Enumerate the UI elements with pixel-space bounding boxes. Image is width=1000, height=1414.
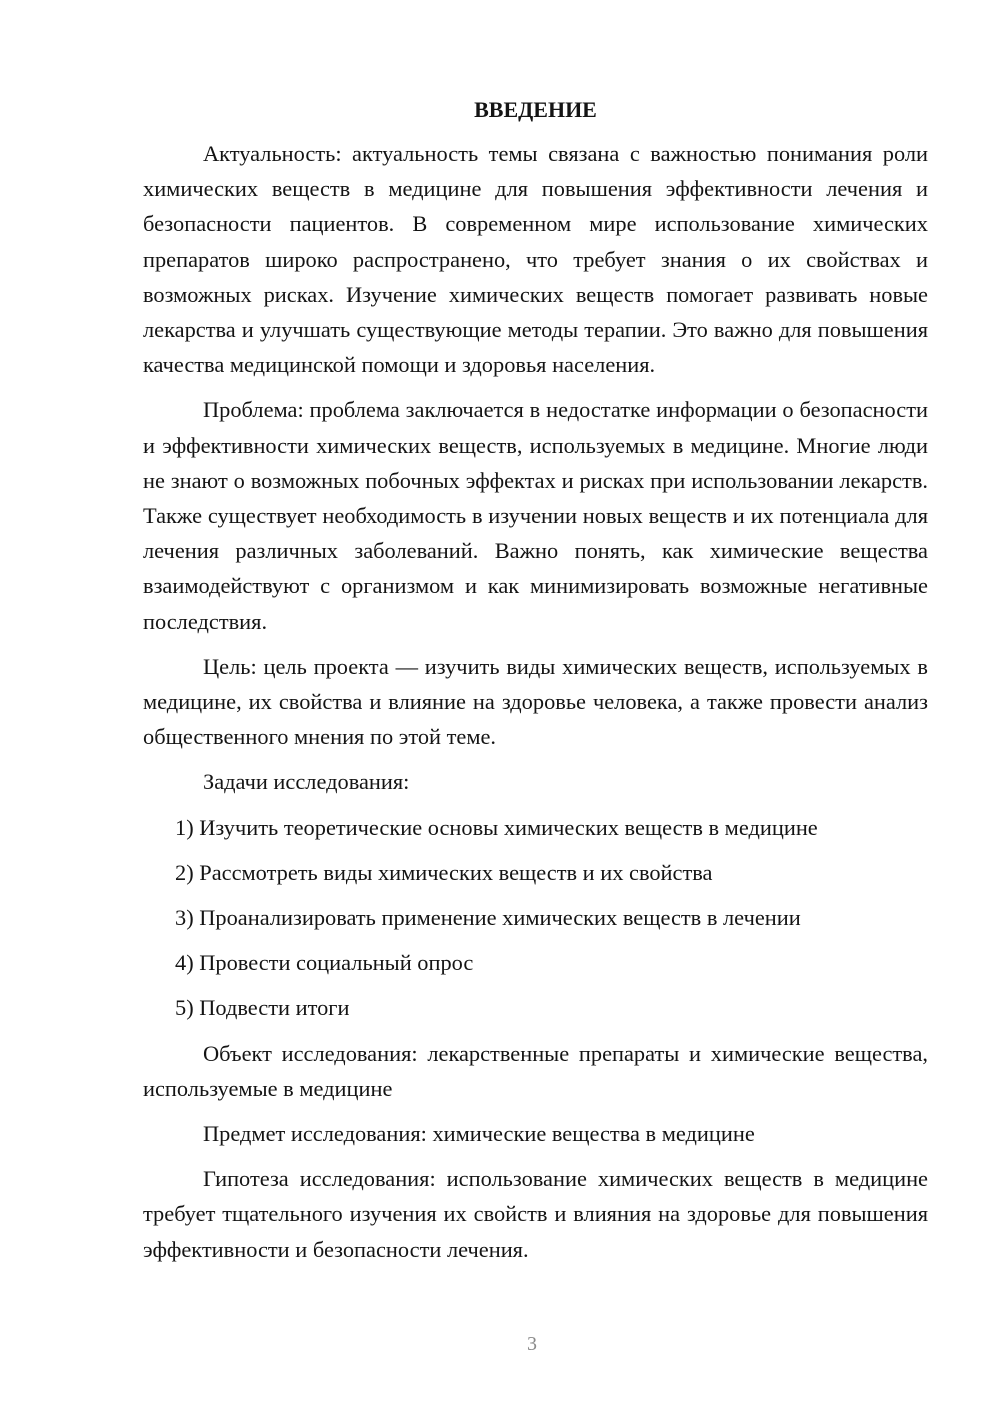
- task-item: 3) Проанализировать применение химических веществ в лечении: [175, 905, 801, 931]
- page-content: [143, 92, 928, 1277]
- tasks-list: [143, 810, 928, 1026]
- task-item: 1) Изучить теоретические основы химических веществ в медицине: [175, 814, 818, 840]
- object-paragraph: Объект исследования: лекарственные препараты и химические вещества, используемые в медицине: [143, 1040, 928, 1101]
- task-item: 2) Рассмотреть виды химических веществ и их свойства: [175, 859, 713, 885]
- page-number: 3: [527, 1333, 537, 1355]
- relevance-paragraph: Актуальность: актуальность темы связана с важностью понимания роли химических веществ в медицине для повышения эффективности лечения и безопасности пациентов. В современном мире использование химических препаратов широко распространено, что требует знания о их свойствах и возможных рисках. Изучение химических веществ помогает развивать новые лекарства и улучшать существующие методы терапии. Это важно для повышения качества медицинской помощи и здоровья населения.: [143, 141, 928, 378]
- task-item: 4) Провести социальный опрос: [175, 950, 474, 976]
- hypothesis-paragraph: Гипотеза исследования: использование химических веществ в медицине требует тщательного изучения их свойств и влияния на здоровье для повышения эффективности и безопасности лечения.: [143, 1166, 928, 1262]
- task-item: 5) Подвести итоги: [175, 995, 350, 1021]
- tasks-heading: Задачи исследования:: [203, 769, 410, 795]
- goal-paragraph: Цель: цель проекта — изучить виды химических веществ, используемых в медицине, их свойства и влияние на здоровье человека, а также провести анализ общественного мнения по этой теме.: [143, 653, 928, 750]
- subject-paragraph: Предмет исследования: химические вещества в медицине: [203, 1121, 755, 1147]
- section-title: ВВЕДЕНИЕ: [474, 97, 597, 122]
- problem-paragraph: Проблема: проблема заключается в недостатке информации о безопасности и эффективности химических веществ, используемых в медицине. Многие люди не знают о возможных побочных эффектах и рисках при использовании лекарств. Также существует необходимость в изучении новых веществ и их потенциала для лечения различных заболеваний. Важно понять, как химические вещества взаимодействуют с организмом и как минимизировать возможные негативные последствия.: [143, 397, 928, 634]
